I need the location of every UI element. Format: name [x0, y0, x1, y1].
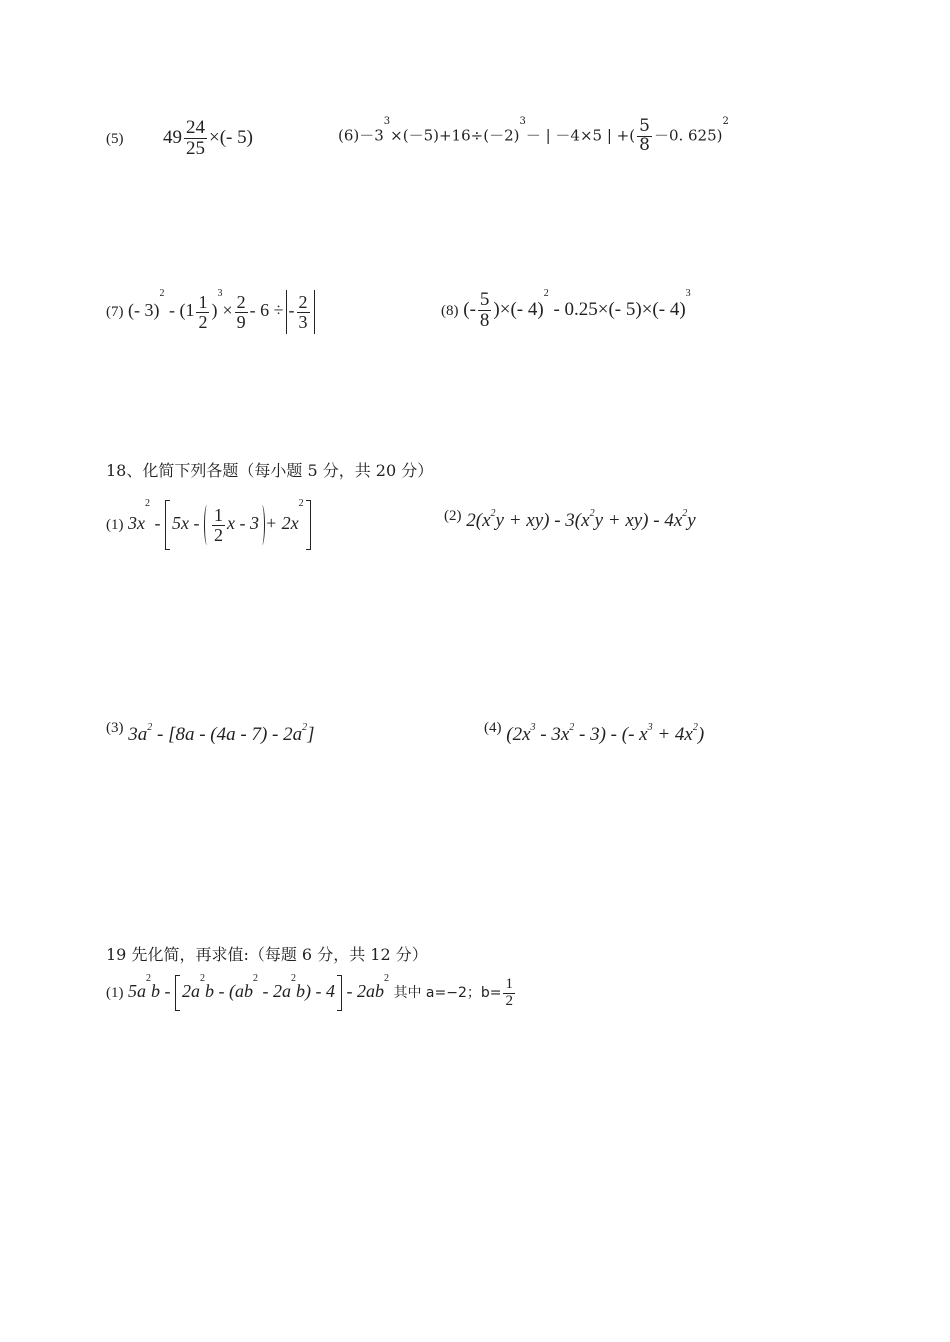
- bracket-left: [175, 975, 180, 1011]
- problem-8: (8) (- $\frac{5}{8}$ )×(- 4)$^2$ - 0.25×(- 5)×(- 4)$^3$: [441, 288, 691, 331]
- problem-19-1: (1) $5a^2b - 2a^2b - (ab^2 - 2a^2b) - 4 - 2ab^2$ 其中 a=−2；b= $\frac{1}{2}$: [106, 975, 517, 1011]
- problem-6: $(6)-3^3\times(-5)+16\div(-2)^3-$ | －4×5 | +( $\frac{5}{8}$ －0. 625)$^2$: [338, 116, 729, 155]
- problem-5: (5) 49 $\frac{24}{25}$ ×(- 5): [106, 117, 253, 159]
- mixed-number-whole: 49: [163, 126, 182, 148]
- paren-left: [204, 505, 210, 545]
- section-19-header: 19 先化简，再求值:（每题 6 分，共 12 分）: [106, 945, 428, 964]
- fraction: $\frac{24}{25}$: [186, 117, 205, 159]
- problem-18-3: $^{(3)}$ $3a^2 - [8a - (4a - 7) - 2a^2]$: [106, 720, 315, 745]
- fraction: $\frac{5}{8}$: [479, 289, 490, 331]
- fraction: $\frac{1}{2}$: [198, 291, 208, 332]
- fraction: $\frac{1}{2}$: [505, 975, 513, 1009]
- abs-bar-right: [314, 290, 315, 334]
- fraction: $\frac{5}{8}$: [639, 116, 650, 155]
- fraction: $\frac{2}{3}$: [298, 291, 308, 332]
- problem-18-1: (1) $3x^2 - 5x$ - $\frac{1}{2}$ $x - 3 + 2x^2$: [106, 500, 311, 550]
- problem-18-4: $^{(4)}$ $(2x^3 - 3x^2 - 3)$ - (- $x^3 + 4x^2$): [484, 720, 705, 745]
- problem-7: (7) (- 3)$^2$ - (1 $\frac{1}{2}$ )$^3$× $\frac{2}{9}$ - 6 ÷ - $\frac{2}{3}$: [106, 290, 317, 334]
- problem-18-2: $^{(2)}$ $2(x^2y + xy) - 3(x^2y + xy) - 4x^2y$: [444, 508, 696, 531]
- abs-bar-left: [286, 290, 287, 334]
- bracket-right: [306, 500, 311, 550]
- fraction: $\frac{1}{2}$: [213, 504, 223, 545]
- problem-5-label: (5): [106, 130, 124, 147]
- bracket-left: [165, 500, 170, 550]
- fraction: $\frac{2}{9}$: [236, 291, 246, 332]
- section-18-header: 18、化简下列各题（每小题 5 分，共 20 分）: [106, 461, 434, 480]
